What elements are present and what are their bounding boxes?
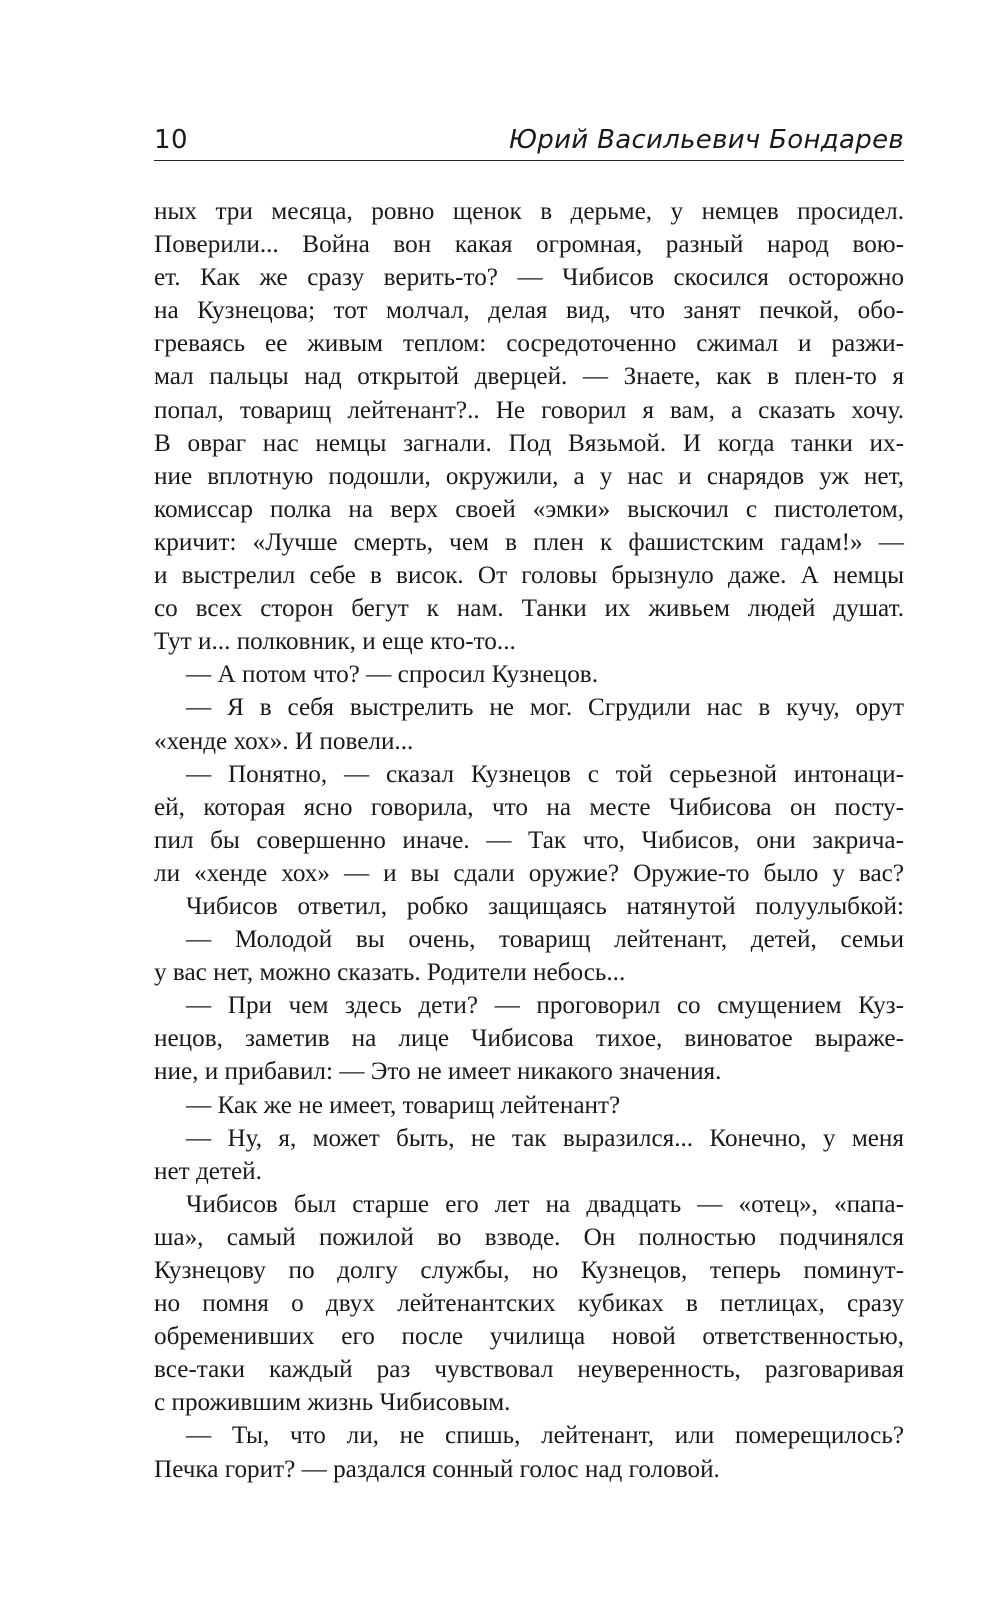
running-header [154,118,904,161]
text-line: Поверили... Война вон какая огромная, разный народ вою- [154,231,904,259]
text-line: на Кузнецова; тот молчал, делая вид, что занят печкой, обо- [154,297,904,325]
body-text [154,195,904,1486]
text-line: — Я в себя выстрелить не мог. Сгрудили нас в кучу, орут [186,694,904,722]
text-line: ние, и прибавил: — Это не имеет никакого значения. [154,1058,722,1086]
text-line: — Понятно, — сказал Кузнецов с той серьезной интонаци- [186,760,904,788]
text-line: «хенде хох». И повели... [154,727,414,755]
text-line: ние вплотную подошли, окружили, а у нас и снарядов уж нет, [154,462,904,490]
text-line: со всех сторон бегут к нам. Танки их живьем людей душат. [154,595,904,623]
text-line: но помня о двух лейтенантских кубиках в петлицах, сразу [154,1290,904,1318]
text-line: пил бы совершенно иначе. — Так что, Чибисов, они закрича- [154,826,904,854]
text-line: комиссар полка на верх своей «эмки» выскочил с пистолетом, [154,495,904,523]
text-line: ет. Как же сразу верить-то? — Чибисов скосился осторожно [154,264,904,292]
book-page [154,118,904,1486]
text-line: — Ну, я, может быть, не так выразился... Конечно, у меня [186,1124,904,1152]
text-line: — А потом что? — спросил Кузнецов. [186,661,599,689]
text-line: ей, которая ясно говорила, что на месте Чибисова он посту- [154,793,904,821]
text-line: Печка горит? — раздался сонный голос над головой. [154,1455,720,1483]
text-line: нецов, заметив на лице Чибисова тихое, виноватое выраже- [154,1025,904,1053]
text-line: греваясь ее живым теплом: сосредоточенно сжимал и разжи- [154,330,904,358]
text-line: Чибисов был старше его лет на двадцать — «отец», «папа- [186,1190,904,1218]
text-line: Тут и... полковник, и еще кто-то... [154,628,516,656]
text-line: кричит: «Лучше смерть, чем в плен к фашистским гадам!» — [154,528,904,556]
text-line: В овраг нас немцы загнали. Под Вязьмой. И когда танки их- [154,429,904,457]
text-line: все-таки каждый раз чувствовал неуверенность, разговаривая [154,1356,904,1384]
author-name: Юрий Васильевич Бондарев [508,125,904,155]
text-line: ных три месяца, ровно щенок в дерьме, у немцев просидел. [154,198,904,225]
text-line: ли «хенде хох» — и вы сдали оружие? Оружие-то было у вас? [154,859,904,887]
text-line: мал пальцы над открытой дверцей. — Знаете, как в плен-то я [154,363,904,391]
text-line: Чибисов ответил, робко защищаясь натянутой полуулыбкой: [186,892,904,920]
page-number: 10 [154,125,189,155]
text-line: ша», самый пожилой во взводе. Он полностью подчинялся [154,1223,904,1251]
text-line: обременивших его после училища новой ответственностью, [154,1323,904,1351]
text-line: — Ты, что ли, не спишь, лейтенант, или померещилось? [186,1422,904,1450]
text-line: Кузнецову по долгу службы, но Кузнецов, теперь поминут- [154,1257,904,1284]
text-line: у вас нет, можно сказать. Родители небось... [154,959,626,987]
text-line: нет детей. [154,1157,262,1185]
text-line: с прожившим жизнь Чибисовым. [154,1389,511,1417]
text-line: — При чем здесь дети? — проговорил со смущением Куз- [186,992,904,1020]
text-line: и выстрелил себе в висок. От головы брызнуло даже. А немцы [154,562,904,590]
text-line: — Молодой вы очень, товарищ лейтенант, детей, семьи [186,926,904,954]
text-line: — Как же не имеет, товарищ лейтенант? [186,1091,621,1119]
text-line: попал, товарищ лейтенант?.. Не говорил я вам, а сказать хочу. [154,396,904,424]
